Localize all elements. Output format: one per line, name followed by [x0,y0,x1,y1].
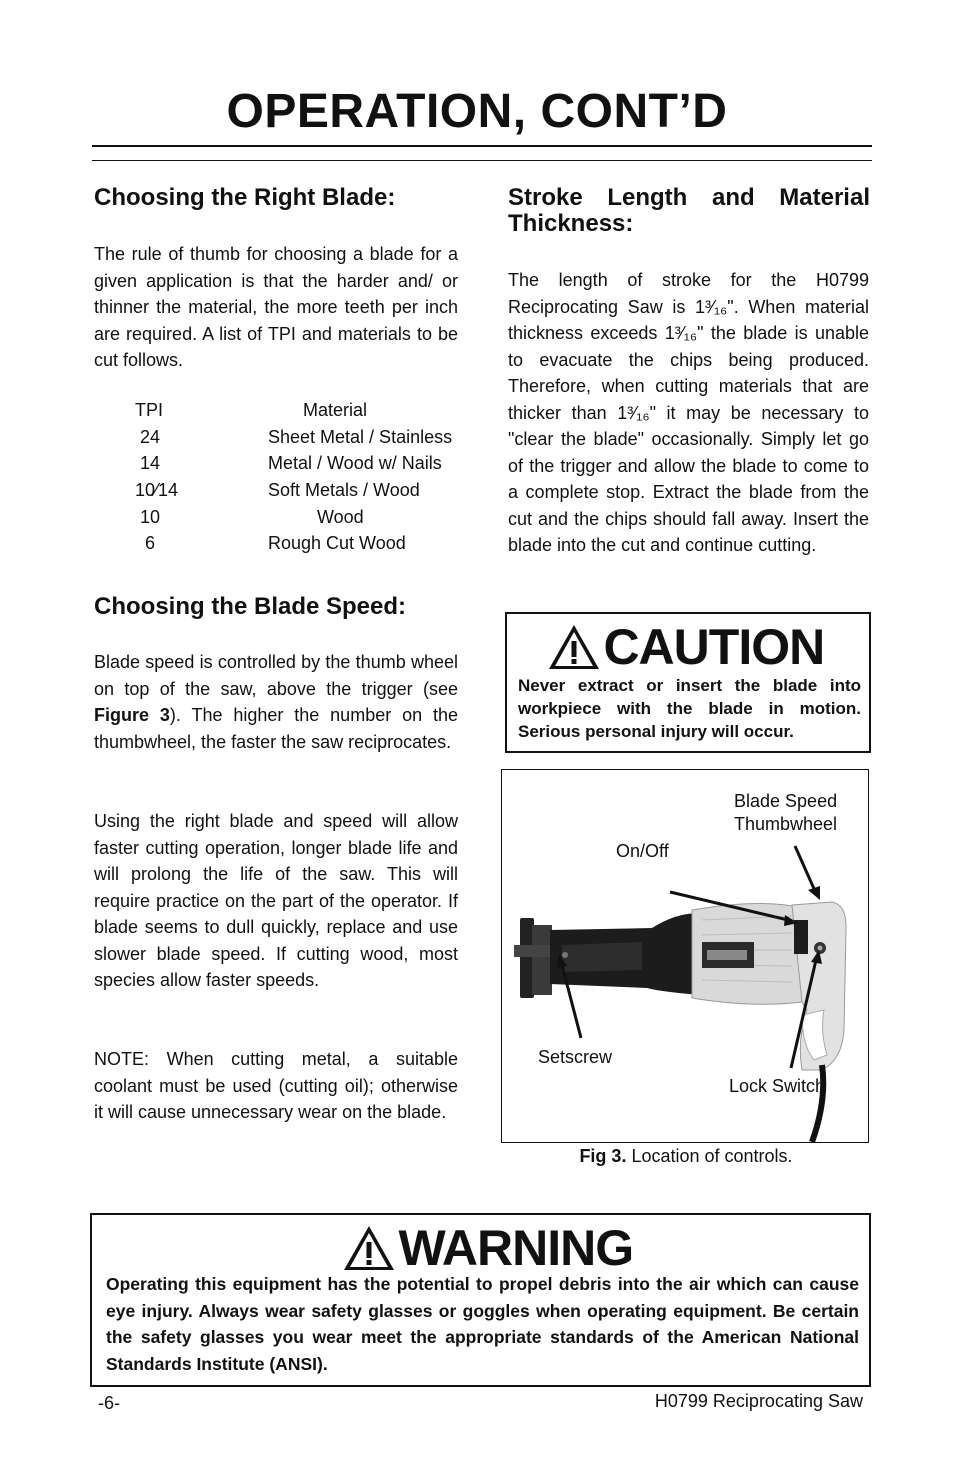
figure-caption-text: Location of controls. [626,1146,793,1166]
page-title: OPERATION, CONT’D [226,85,728,138]
material-cell: Soft Metals / Wood [268,480,420,501]
figure-reference: Figure 3 [94,705,170,725]
speed-paragraph-2: Using the right blade and speed will allow faster cutting operation, longer blade life and will prolong the life of the saw. This will require practice on the part of the operator. If blade seems to dull quickly, replace and use slower blade speed. If cutting wood, most species allow faster speeds. [94,811,458,990]
tpi-cell: 10 [140,506,161,527]
material-header: Material [303,400,368,420]
lock-switch-label: Lock Switch [729,1076,826,1096]
caution-header [547,619,825,675]
caution-box [505,612,871,753]
material-cell: Metal / Wood w/ Nails [268,453,442,474]
title-divider-secondary [92,160,872,161]
title-divider [92,145,872,147]
tpi-cell: 14 [140,453,161,474]
blade-heading: Choosing the Right Blade: [94,184,396,211]
warning-header [342,1220,634,1276]
warning-text: Operating this equipment has the potential to propel debris into the air which can cause eye injury. Always wear safety glasses or goggles when operating equipment. Be certain the safety glasses you wear meet the appropriate standards of the American National Standards Institute (ANSI). [106,1274,859,1374]
stroke-heading: Stroke Length and Material Thickness: [508,184,870,237]
on-off-label: On/Off [616,841,669,861]
material-cell: Wood [317,506,364,527]
speed-paragraph-1 [94,649,458,755]
warning-title: WARNING [398,1220,634,1276]
tpi-header: TPI [135,400,164,420]
speed-paragraph-1-text: Blade speed is controlled by the thumb wheel on top of the saw, above the trigger (see [94,652,458,699]
material-cell: Sheet Metal / Stainless [268,426,453,447]
coolant-note: NOTE: When cutting metal, a suitable coolant must be used (cutting oil); otherwise it will cause unnecessary wear on the blade. [94,1049,458,1122]
blade-speed-label [734,790,837,836]
stroke-paragraph: The length of stroke for the H0799 Reciprocating Saw is 1³⁄₁₆". When material thickness exceeds 1³⁄₁₆" the blade is unable to evacuate the chips being produced. Therefore, when cutting materials that are thicker than 1³⁄₁₆" it may be necessary to "clear the blade" occasionally. Simply let go of the trigger and allow the blade to come to a complete stop. Extract the blade from the cut and the chips should fall away. Insert the blade into the cut and continue cutting. [508,270,869,555]
material-cell: Rough Cut Wood [268,533,406,554]
caution-title: CAUTION [603,619,825,675]
warning-triangle-icon [547,623,601,671]
tpi-cell: 24 [140,426,161,447]
figure-3 [501,769,869,1143]
model-name: H0799 Reciprocating Saw [654,1391,863,1411]
caution-text: Never extract or insert the blade into workpiece with the blade in motion. Serious personal injury will occur. [518,676,861,741]
tpi-cell: 10⁄14 [135,480,179,501]
page-number: -6- [98,1393,120,1413]
figure-caption-label: Fig 3. [579,1146,627,1166]
warning-triangle-icon [342,1224,396,1272]
blade-speed-label-line2: Thumbwheel [734,814,838,834]
setscrew-label: Setscrew [538,1047,613,1067]
figure-caption [501,1146,871,1167]
warning-box [90,1213,871,1387]
blade-speed-label-line1: Blade Speed [734,791,838,811]
blade-paragraph: The rule of thumb for choosing a blade for a given application is that the harder and/ or thinner the material, the more teeth per inch are required. A list of TPI and materials to be cut follows. [94,244,458,370]
speed-heading: Choosing the Blade Speed: [94,593,407,620]
speed-paragraph-1-text-end: ). The higher the number on the thumbwheel, the faster the saw reciprocates. [94,705,459,752]
tpi-cell: 6 [145,533,156,554]
